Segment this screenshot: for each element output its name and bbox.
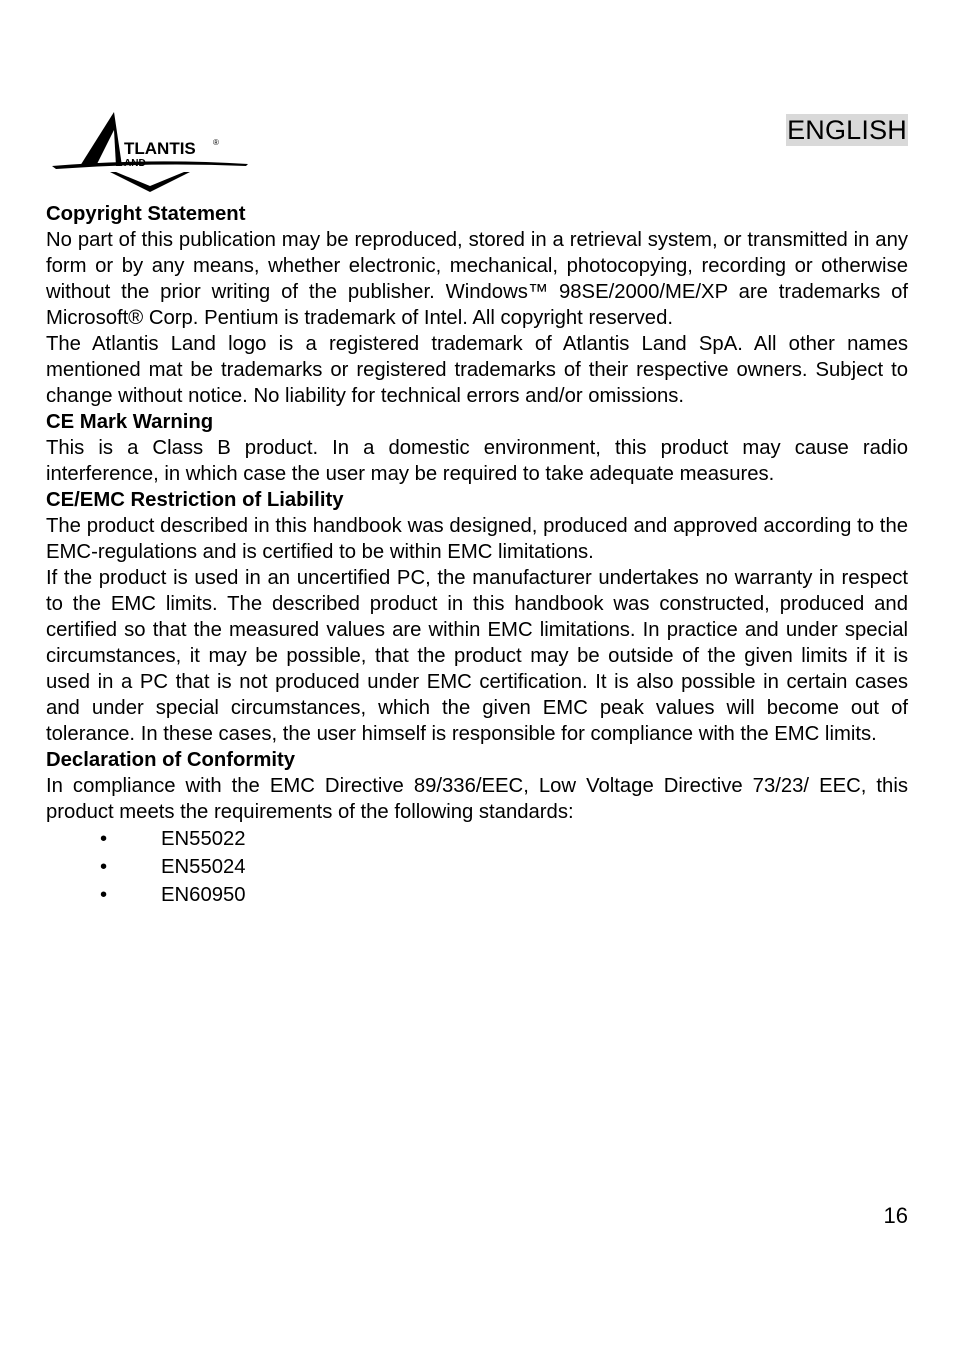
- bullet: •: [100, 884, 108, 906]
- page-number: 16: [883, 1203, 908, 1228]
- standard-name: EN60950: [161, 884, 246, 906]
- ce-mark-heading: CE Mark Warning: [46, 411, 214, 433]
- list-item: [46, 825, 908, 853]
- standard-name: EN55022: [161, 828, 246, 850]
- ce-emc-liability-paragraph: If the product is used in an uncertified PC, the manufacturer undertakes no warranty in respect to the EMC limits. The described product in this handbook was constructed, produced and certified so that the measured values are within EMC limitations. In practice and under special circumstances, it may be possible, that the product may be outside of the given limits if it is used in a PC that is not produced under EMC certification. It is also possible in certain cases and under special circumstances, which the given EMC peak values will become out of tolerance. In these cases, the user himself is responsible for compliance with the EMC limits.: [46, 567, 908, 745]
- svg-text:AND: AND: [124, 158, 146, 169]
- trademark-paragraph: The Atlantis Land logo is a registered trademark of Atlantis Land SpA. All other names mentioned mat be trademarks or registered trademarks of their respective owners. Subject to change without notice. No liability for technical errors and/or omissions.: [46, 333, 908, 407]
- language-label: ENGLISH: [787, 115, 907, 145]
- svg-text:®: ®: [213, 138, 219, 147]
- copyright-paragraph: No part of this publication may be reproduced, stored in a retrieval system, or transmitted in any form or by any means, whether electronic, mechanical, photocopying, recording or otherwise without the prior writing of the publisher. Windows™ 98SE/2000/ME/XP are trademarks of Microsoft® Corp. Pentium is trademark of Intel. All copyright reserved.: [46, 229, 908, 329]
- conformity-paragraph: In compliance with the EMC Directive 89/336/EEC, Low Voltage Directive 73/23/ EEC, this product meets the requirements of the following standards:: [46, 775, 908, 823]
- ce-mark-paragraph: This is a Class B product. In a domestic environment, this product may cause radio interference, in which case the user may be required to take adequate measures.: [46, 437, 908, 485]
- svg-text:TLANTIS: TLANTIS: [124, 139, 196, 158]
- conformity-heading: Declaration of Conformity: [46, 749, 296, 771]
- bullet: •: [100, 828, 108, 850]
- ce-emc-paragraph: The product described in this handbook was designed, produced and approved according to the EMC-regulations and is certified to be within EMC limitations.: [46, 515, 908, 563]
- atlantis-land-logo: [50, 104, 250, 196]
- copyright-heading: Copyright Statement: [46, 203, 246, 225]
- bullet: •: [100, 856, 108, 878]
- document-body: [46, 201, 908, 909]
- list-item: [46, 881, 908, 909]
- list-item: [46, 853, 908, 881]
- standard-name: EN55024: [161, 856, 246, 878]
- ce-emc-heading: CE/EMC Restriction of Liability: [46, 489, 344, 511]
- standards-list: [46, 825, 908, 909]
